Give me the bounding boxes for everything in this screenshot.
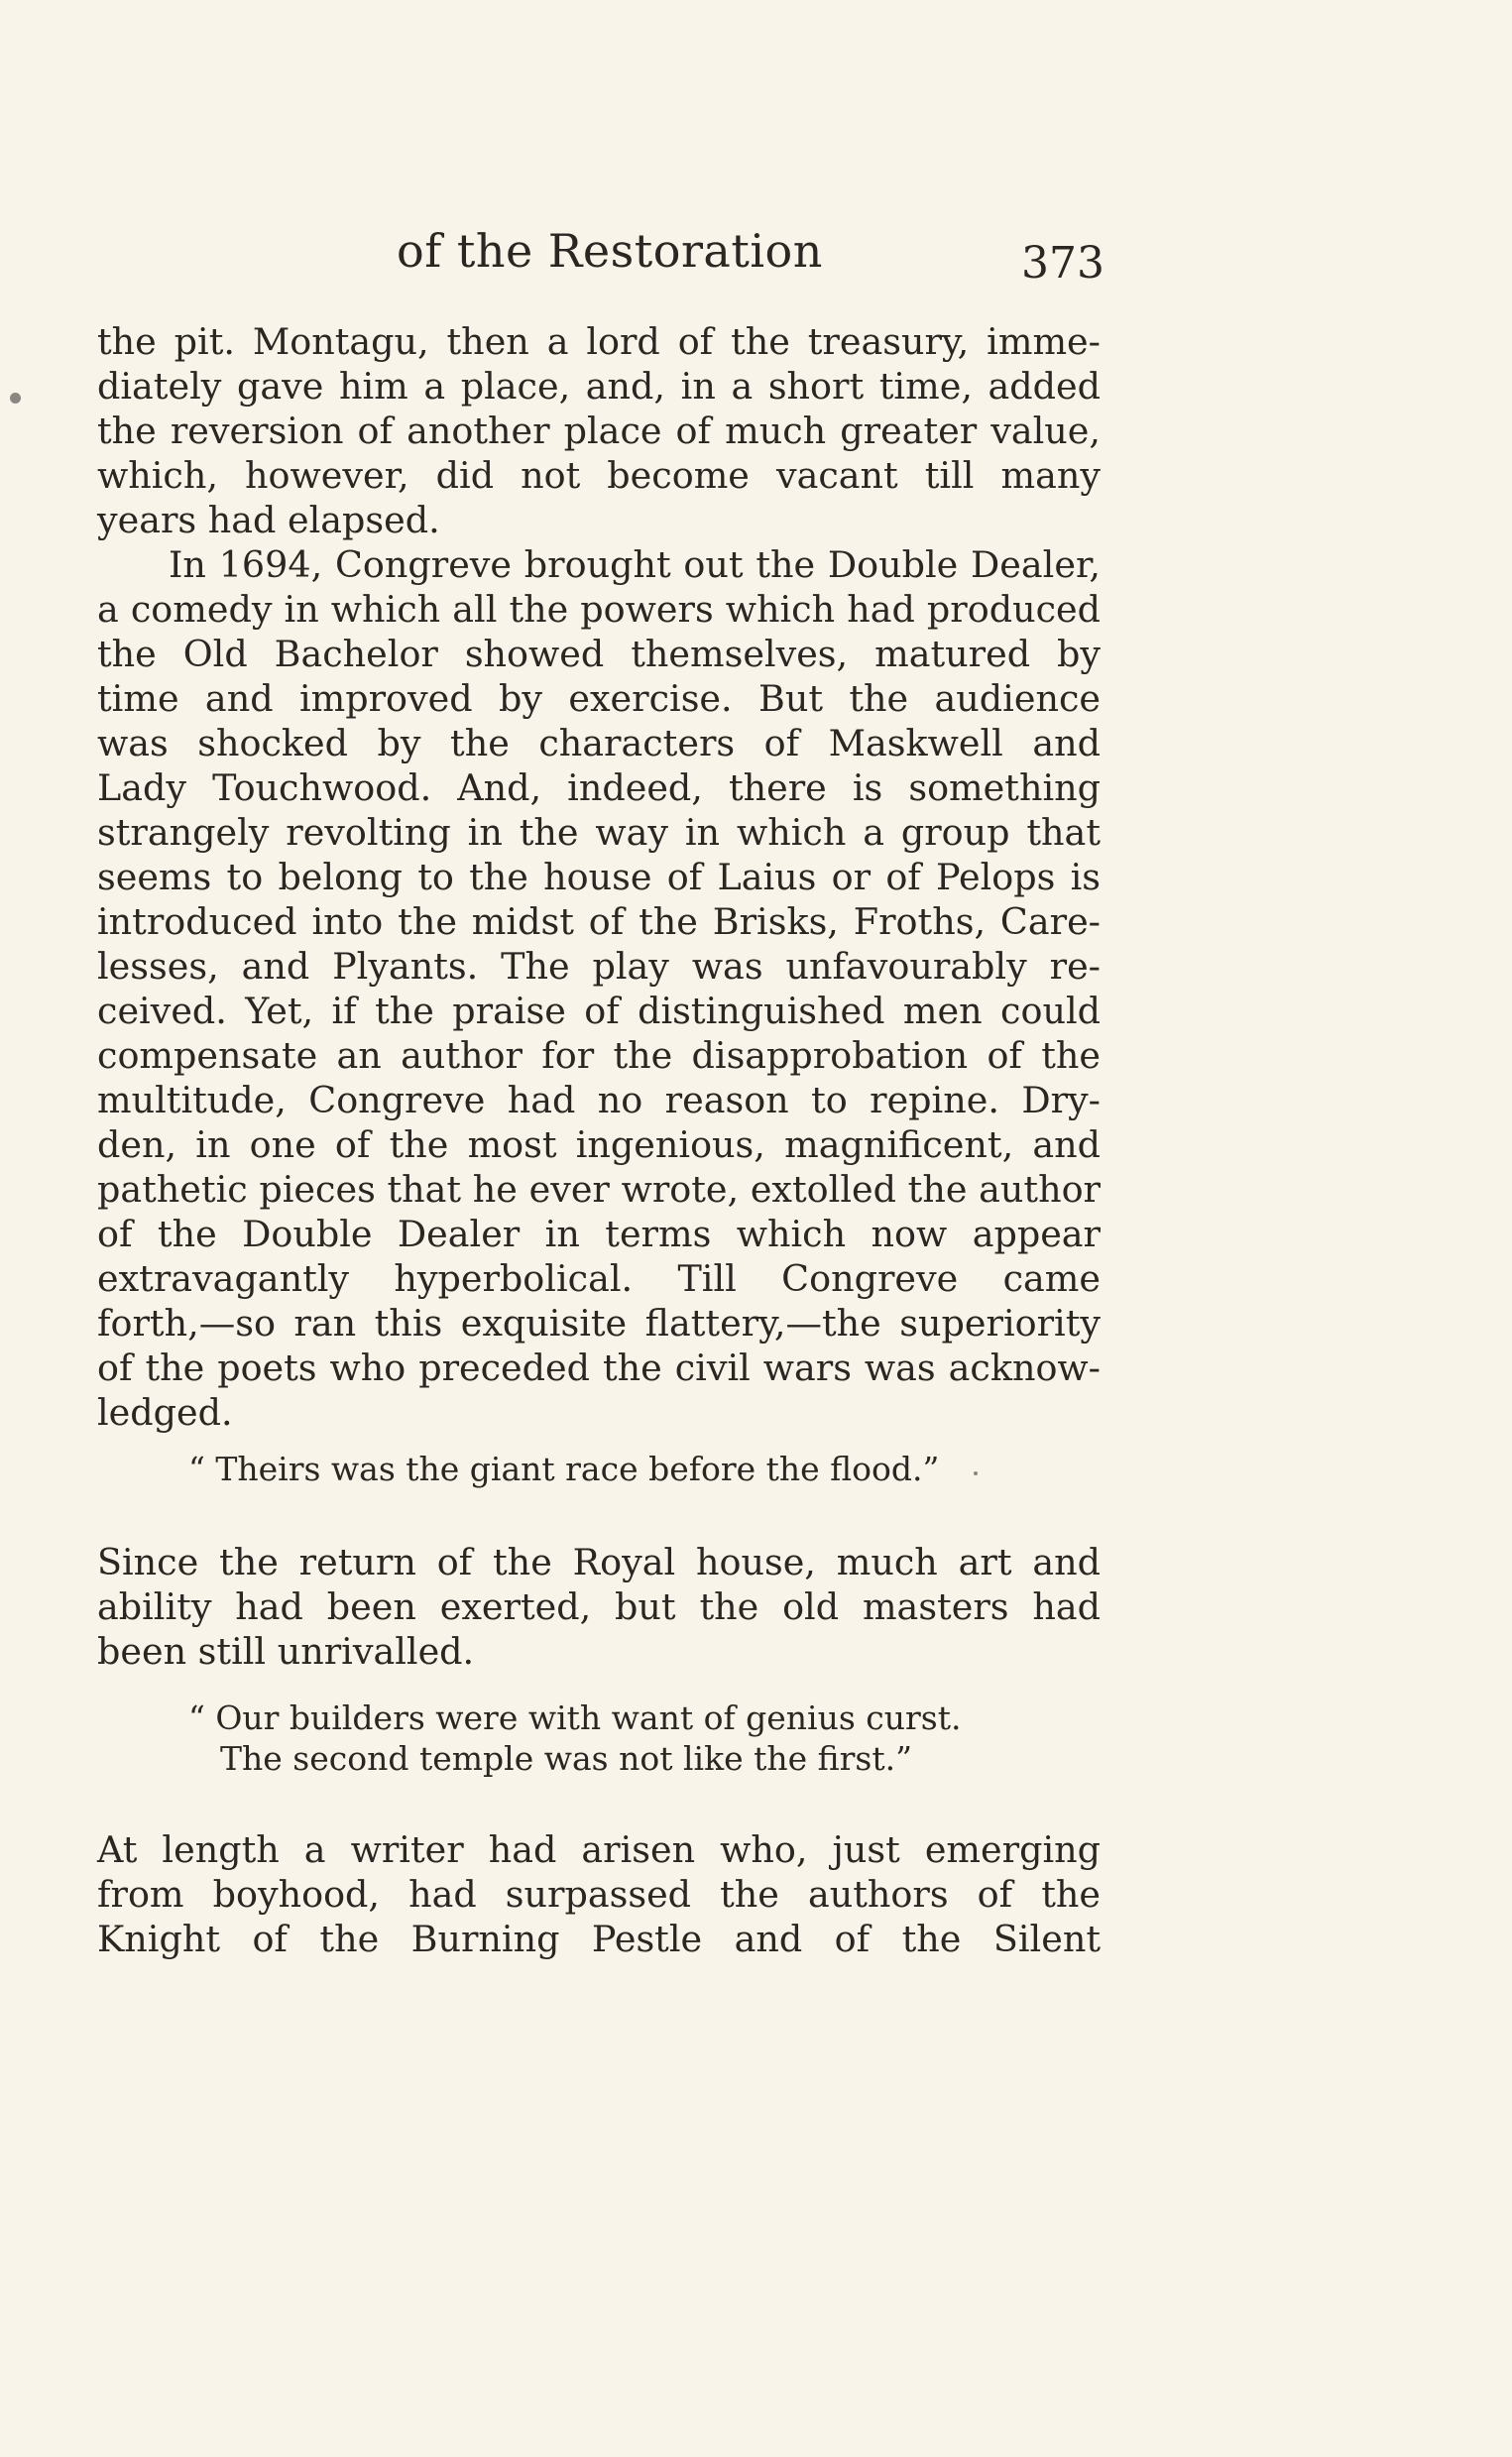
text-line: strangely revolting in the way in which a group that [97, 811, 1101, 854]
text-line: Knight of the Burning Pestle and of the Silent [97, 1918, 1101, 1960]
text-line: time and improved by exercise. But the audience [97, 677, 1101, 720]
text-line: which, however, did not become vacant till many [97, 454, 1101, 497]
text-line: from boyhood, had surpassed the authors of the [97, 1873, 1101, 1916]
text-line: of the poets who preceded the civil wars was acknow- [97, 1346, 1101, 1389]
text-line: years had elapsed. [97, 499, 440, 541]
verse-quote-2-line-2: The second temple was not like the first.” [220, 1739, 912, 1778]
text-line: pathetic pieces that he ever wrote, extolled the author [97, 1168, 1101, 1211]
text-line: of the Double Dealer in terms which now appear [97, 1213, 1101, 1255]
text-line: introduced into the midst of the Brisks, Froths, Care- [97, 900, 1101, 943]
text-line: was shocked by the characters of Maskwell and [97, 722, 1101, 764]
text-line: In 1694, Congreve brought out the Double Dealer, [169, 543, 1101, 586]
text-line: a comedy in which all the powers which had produced [97, 588, 1101, 631]
text-line: been still unrivalled. [97, 1630, 475, 1673]
text-line: ability had been exerted, but the old masters had [97, 1585, 1101, 1628]
text-line: At length a writer had arisen who, just emerging [97, 1828, 1101, 1871]
text-line: seems to belong to the house of Laius or of Pelops is [97, 856, 1101, 898]
text-line: diately gave him a place, and, in a short time, added [97, 365, 1101, 408]
running-title: of the Restoration [397, 224, 823, 278]
text-line: Lady Touchwood. And, indeed, there is something [97, 766, 1101, 809]
page-number: 373 [1021, 238, 1105, 289]
text-line: den, in one of the most ingenious, magnificent, and [97, 1123, 1101, 1166]
paragraph-1 [97, 319, 1101, 542]
text-line: the Old Bachelor showed themselves, matured by [97, 633, 1101, 675]
verse-quote-2-line-1: “ Our builders were with want of genius curst. [188, 1698, 962, 1737]
text-line: the pit. Montagu, then a lord of the treasury, imme- [97, 320, 1101, 363]
text-line: Since the return of the Royal house, much art and [97, 1541, 1101, 1583]
text-line: the reversion of another place of much greater value, [97, 410, 1101, 452]
text-line: ceived. Yet, if the praise of distinguished men could [97, 990, 1101, 1032]
text-line: forth,—so ran this exquisite flattery,—the superiority [97, 1302, 1101, 1345]
text-line: extravagantly hyperbolical. Till Congreve came [97, 1257, 1101, 1300]
paragraph-3 [97, 1540, 1101, 1674]
text-line: lesses, and Plyants. The play was unfavourably re- [97, 945, 1101, 988]
text-line: multitude, Congreve had no reason to repine. Dry- [97, 1079, 1101, 1121]
paragraph-4 [97, 1827, 1101, 1961]
paragraph-2 [97, 542, 1101, 1435]
margin-speck [974, 1471, 978, 1475]
margin-speck [10, 393, 21, 404]
text-line: ledged. [97, 1391, 233, 1434]
text-line: compensate an author for the disapprobation of the [97, 1034, 1101, 1077]
verse-quote-1: “ Theirs was the giant race before the flood.” [188, 1450, 940, 1488]
